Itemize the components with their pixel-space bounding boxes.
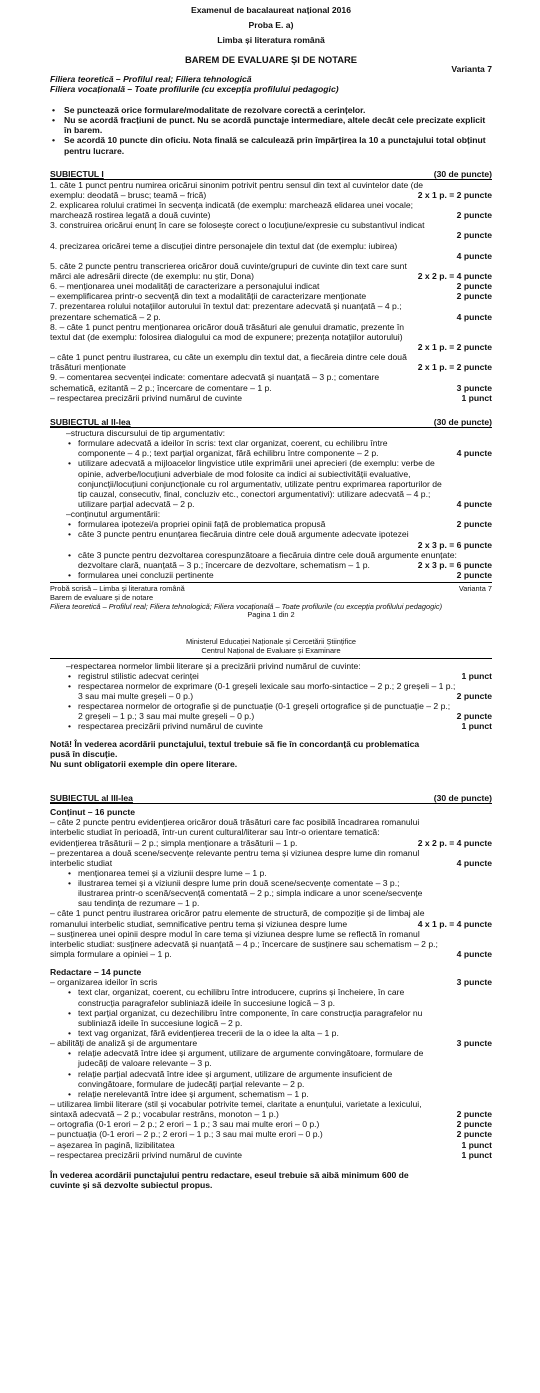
- barem-line-points: 2 puncte: [456, 711, 492, 722]
- barem-line: [50, 352, 492, 362]
- barem-line: [50, 908, 492, 918]
- barem-line-points: 2 x 2 p. = 4 puncte: [417, 271, 492, 282]
- barem-line: [50, 469, 492, 479]
- barem-line-text: • ilustrarea temei și a viziunii despre lume prin două scene/secvențe comentate – 3 p.;: [50, 878, 399, 888]
- exam-title: Examenul de bacalaureat național 2016: [190, 5, 351, 15]
- section-1-points: (30 de puncte): [433, 168, 492, 179]
- barem-line-text: • respectarea precizării privind numărul de cuvinte: [50, 721, 263, 731]
- barem-line-text: 3. construirea oricărui enunț în care se folosește corect o locuțiune/expresie cu substantivul indicat: [50, 220, 425, 231]
- barem-line-text: • formulare adecvată a ideilor în scris: text clar organizat, coerent, cu echilibru între: [50, 438, 388, 448]
- barem-line-text: • respectarea normelor de ortografie și de punctuație (0-1 greșeli ortografice și de punctuație – 2 p.;: [50, 701, 450, 711]
- redactare-heading: Redactare – 14 puncte: [50, 967, 142, 978]
- barem-line-text: componente – 4 p.; text parțial organizat, fără echilibru între componente – 2 p.: [78, 448, 379, 459]
- barem-line-text: simpla formulare a opiniei – 1 p.: [50, 949, 172, 960]
- barem-line-text: conjuncții/locuțiuni conjuncționale cu rol argumentativ, utilizate pentru exprimarea raporturilor de: [78, 478, 442, 489]
- barem-line-points: 4 puncte: [456, 499, 492, 509]
- barem-line: [50, 519, 492, 529]
- page-footer: [50, 585, 492, 620]
- barem-line-text: – utilizarea limbii literare (stil și vocabular potrivite temei, claritate a enunțului, varietate a lexicului,: [50, 1099, 422, 1110]
- barem-line-text: • respectarea normelor de exprimare (0-1 greșeli lexicale sau morfo-sintactice – 2 p.; 2 greșeli – 1 p.;: [50, 681, 455, 691]
- barem-line: [50, 817, 492, 827]
- barem-line-text: 2. explicarea rolului cratimei în secvența indicată (de exemplu: marchează elidarea unei vocale;: [50, 200, 414, 211]
- barem-line: [50, 1140, 492, 1150]
- barem-line-points: 4 x 1 p. = 4 puncte: [417, 918, 492, 929]
- barem-line: [50, 479, 492, 489]
- barem-line-text: prezentare schematică – 2 p.: [50, 311, 161, 322]
- filiera-line-2: Filiera vocațională – Toate profilurile (cu excepția profilului pedagogic): [50, 83, 339, 94]
- barem-line-text: – așezarea în pagină, lizibilitatea: [50, 1139, 175, 1150]
- barem-line: [50, 570, 492, 580]
- section-2-continued: [50, 661, 492, 732]
- barem-line-points: 4 puncte: [456, 949, 492, 960]
- barem-line-text: 2 greșeli – 1 p.; 3 sau mai multe greșeli – 0 p.): [78, 711, 255, 722]
- general-rules: [50, 105, 492, 156]
- footer-left-1: Probă scrisă – Limba și literatura română: [50, 584, 185, 594]
- barem-line-text: – câte 1 punct pentru ilustrarea oricăror patru elemente de structură, de compoziție și de limbaj ale: [50, 908, 425, 919]
- barem-line-text: • câte 3 puncte pentru dezvoltarea corespunzătoare a fiecăruia dintre cele două argumente enunțate:: [50, 550, 457, 560]
- section-3-continut: [50, 817, 492, 959]
- barem-line-text: evidențierea trăsăturii – 2 p.; simpla menționare a trăsăturii – 1 p.: [50, 837, 298, 848]
- ministry-line: Ministerul Educației Naționale și Cercetării Științifice: [185, 637, 357, 647]
- barem-line: [50, 661, 492, 671]
- barem-line-text: – structura discursului de tip argumentativ:: [50, 428, 225, 438]
- barem-line-text: sau tendința de rezumare – 1 p.: [78, 898, 200, 909]
- barem-title: BAREM DE EVALUARE ȘI DE NOTARE: [184, 54, 358, 66]
- barem-line-text: trăsături menționate: [50, 362, 126, 373]
- barem-line-points: 2 puncte: [456, 519, 492, 530]
- section-2-header: [50, 417, 492, 428]
- barem-line-points: 2 x 1 p. = 2 puncte: [417, 189, 492, 200]
- barem-line: [50, 1058, 492, 1068]
- footer-variant: Varianta 7: [458, 584, 492, 594]
- barem-line-points: 2 x 2 p. = 4 puncte: [417, 837, 492, 848]
- final-note-2: cuvinte și să dezvolte subiectul propus.: [50, 1180, 213, 1190]
- barem-line: [50, 448, 492, 458]
- barem-line-points: 2 x 1 p. = 2 puncte: [417, 362, 492, 373]
- section-3-redactare: [50, 977, 492, 1160]
- barem-line-text: – punctuația (0-1 erori – 2 p.; 2 erori – 1 p.; 3 sau mai multe erori – 0 p.): [50, 1129, 323, 1140]
- barem-line-text: interbelic studiat în perioadă, într-un curent cultural/literar sau într-o orientare tematică:: [50, 827, 380, 838]
- barem-line: [50, 550, 492, 560]
- barem-line-text: • menționarea temei și a viziunii despre lume – 1 p.: [50, 868, 267, 878]
- barem-line-text: textul dat (de exemplu: folosirea dialogului ca mod de expunere; prezența notațiilor autorului): [50, 331, 403, 342]
- barem-line: [50, 878, 492, 888]
- barem-line: [50, 230, 492, 240]
- barem-line: [50, 509, 492, 519]
- footer-left-2: Barem de evaluare și de notare: [50, 592, 154, 602]
- barem-line-text: • text parțial organizat, cu dezechilibru între componente, în care construcția paragrafelor nu: [50, 1008, 422, 1018]
- barem-line-points: 2 puncte: [456, 230, 492, 241]
- barem-line-text: marchează rostirea legată a două cuvinte): [50, 210, 211, 221]
- barem-line: [50, 701, 492, 711]
- barem-line: [50, 939, 492, 949]
- barem-line-text: dezvoltare clară, nuanțată – 3 p.; încercare de dezvoltare, schematism – 1 p.: [78, 559, 370, 570]
- barem-line: [50, 428, 492, 438]
- rule-item: • Se acordă 10 puncte din oficiu. Nota finală se calculează prin împărțirea la 10 a punctajului total obținut pentru lucrare.: [50, 135, 492, 155]
- barem-line: [50, 987, 492, 997]
- barem-line-points: 4 puncte: [456, 448, 492, 459]
- rule-item: • Nu se acordă fracțiuni de punct. Nu se acordă punctaje intermediare, altele decât cele precizate explicit în barem.: [50, 115, 492, 135]
- barem-line: [50, 190, 492, 200]
- barem-line: [50, 362, 492, 372]
- barem-line-text: – câte 2 puncte pentru evidențierea oricăror două trăsături care fac posibilă încadrarea romanului: [50, 817, 420, 828]
- barem-line-points: 2 puncte: [456, 569, 492, 580]
- barem-line: [50, 1038, 492, 1048]
- barem-line: [50, 342, 492, 352]
- barem-line: [50, 888, 492, 898]
- section-1-header: [50, 169, 492, 180]
- section-1-body: [50, 180, 492, 403]
- barem-line: [50, 560, 492, 570]
- barem-line-points: 2 x 3 p. = 6 puncte: [417, 539, 492, 550]
- barem-line-points: 2 puncte: [456, 281, 492, 292]
- barem-line-points: 2 puncte: [456, 210, 492, 221]
- barem-line-points: 2 puncte: [456, 291, 492, 302]
- section-2-body: [50, 428, 492, 580]
- barem-line: [50, 322, 492, 332]
- barem-line-text: – câte 1 punct pentru ilustrarea, cu câte un exemplu din textul dat, a fiecăreia dintre cele două: [50, 352, 407, 363]
- barem-line: [50, 200, 492, 210]
- section-3-header: [50, 793, 492, 804]
- section-3-title: SUBIECTUL al III-lea: [50, 792, 133, 803]
- barem-line: [50, 383, 492, 393]
- barem-line: [50, 301, 492, 311]
- barem-line: [50, 919, 492, 929]
- barem-line-text: • relație nerelevantă între idee și argument, schematism – 1 p.: [50, 1089, 309, 1099]
- barem-line-text: 8. – câte 1 punct pentru menționarea oricăror două trăsături ale genului dramatic, prezente în: [50, 321, 404, 332]
- barem-line: [50, 372, 492, 382]
- barem-line-points: 1 punct: [461, 721, 492, 732]
- barem-line: [50, 210, 492, 220]
- barem-line: [50, 271, 492, 281]
- barem-line-text: tip cauzal, consecutiv, final, concluziv etc., conectori argumentativi): utilizare adecvată – 4 p.;: [78, 488, 431, 499]
- barem-line: [50, 458, 492, 468]
- barem-line: [50, 1018, 492, 1028]
- barem-line: [50, 1048, 492, 1058]
- barem-line-text: • relație adecvată între idee și argument, utilizare de argumente convingătoare, formulare de: [50, 1048, 423, 1058]
- center-line: Centrul Național de Evaluare și Examinare: [201, 645, 341, 655]
- barem-line-text: subliniază ideile în succesiune logică – 2 p.: [78, 1017, 243, 1028]
- footer-page: Pagina 1 din 2: [247, 610, 295, 620]
- barem-line-text: – susținerea unei opinii despre modul în care tema și viziunea despre lume se reflectă în romanul: [50, 928, 420, 939]
- barem-line-text: romanului interbelic studiat, semnificative pentru tema și viziunea despre lume: [50, 918, 348, 929]
- barem-line-text: – ortografia (0-1 erori – 2 p.; 2 erori – 1 p.; 3 sau mai multe erori – 0 p.): [50, 1119, 320, 1130]
- barem-line: [50, 998, 492, 1008]
- barem-line-points: 1 punct: [461, 1149, 492, 1160]
- continut-heading: Conținut – 16 puncte: [50, 807, 135, 818]
- barem-line-points: 2 puncte: [456, 1129, 492, 1140]
- barem-line: [50, 848, 492, 858]
- barem-line: [50, 499, 492, 509]
- note-1: Notă! În vederea acordării punctajului, textul trebuie să fie în concordanță cu problematica: [50, 738, 420, 749]
- barem-line-text: • text vag organizat, fără evidențierea trecerii de la o idee la alta – 1 p.: [50, 1028, 339, 1038]
- barem-line-text: opinie, adverbe/locuțiuni adverbiale de mod folosite ca indici ai subiectivității evaluative,: [78, 468, 411, 479]
- barem-line-text: – conținutul argumentării:: [50, 509, 160, 519]
- barem-line: [50, 1129, 492, 1139]
- barem-line-text: – abilități de analiză și de argumentare: [50, 1038, 198, 1049]
- barem-line-text: convingătoare, formulare de judecăți parțial relevante – 2 p.: [78, 1078, 305, 1089]
- section-2-points: (30 de puncte): [433, 416, 492, 427]
- barem-line: [50, 1109, 492, 1119]
- note-2: pusă în discuție.: [50, 748, 118, 759]
- barem-line: [50, 711, 492, 721]
- barem-line-points: 1 punct: [461, 670, 492, 681]
- barem-line: [50, 671, 492, 681]
- barem-line-text: – prezentarea a două scene/secvențe relevante pentru tema și viziunea despre lume din romanul: [50, 847, 420, 858]
- section-1-title: SUBIECTUL I: [50, 168, 104, 179]
- final-note-1: În vederea acordării punctajului pentru redactare, eseul trebuie să aibă minimum 600 de: [50, 1169, 409, 1180]
- section-2-title: SUBIECTUL al II-lea: [50, 416, 131, 427]
- barem-line: [50, 1150, 492, 1160]
- barem-line: [50, 220, 492, 230]
- footer-left-3: Filiera teoretică – Profilul real; Filiera tehnologică; Filiera vocațională – Toate profilurile (cu excepția profilului pedagogic): [50, 601, 443, 611]
- barem-line: [50, 261, 492, 271]
- barem-line: [50, 1099, 492, 1109]
- barem-line-text: 9. – comentarea secvenței indicate: comentare adecvată și nuanțată – 3 p.; comentare: [50, 372, 380, 383]
- barem-line: [50, 691, 492, 701]
- barem-line: [50, 1069, 492, 1079]
- barem-line-text: 6. – menționarea unei modalități de caracterizare a personajului indicat: [50, 281, 320, 292]
- barem-line-points: 2 x 3 p. = 6 puncte: [417, 559, 492, 570]
- barem-line-points: 3 puncte: [456, 1038, 492, 1049]
- barem-line-text: – respectarea normelor limbii literare și a precizării privind numărul de cuvinte:: [50, 661, 361, 671]
- barem-line-points: 3 puncte: [456, 977, 492, 988]
- barem-line: [50, 977, 492, 987]
- barem-line: [50, 898, 492, 908]
- barem-line-text: – respectarea precizării privind numărul de cuvinte: [50, 1149, 243, 1160]
- section-3-points: (30 de puncte): [433, 792, 492, 803]
- barem-line: [50, 1089, 492, 1099]
- barem-line-text: sintaxă adecvată – 2 p.; vocabular restrâns, monoton – 1 p.): [50, 1109, 279, 1120]
- barem-line-text: utilizare parțial adecvată – 2 p.: [78, 499, 195, 509]
- barem-line-text: – respectarea precizării privind numărul de cuvinte: [50, 392, 243, 403]
- barem-line: [50, 291, 492, 301]
- barem-line-text: • text clar, organizat, coerent, cu echilibru între introducere, cuprins și încheiere, în care: [50, 987, 404, 997]
- barem-line-text: construcția paragrafelor subliniază ideile în succesiune logică – 3 p.: [78, 997, 336, 1008]
- barem-line-text: schematică, ezitantă – 2 p.; încercare de comentare – 1 p.: [50, 382, 272, 393]
- barem-line-text: 3 sau mai multe greșeli – 0 p.): [78, 690, 194, 701]
- barem-line: [50, 721, 492, 731]
- barem-line: [50, 489, 492, 499]
- barem-line-text: exemplu: deodată – brusc; teamă – frică): [50, 189, 207, 200]
- variant-label: Varianta 7: [451, 63, 492, 74]
- barem-line: [50, 949, 492, 959]
- barem-line-points: 1 punct: [461, 392, 492, 403]
- barem-line-text: mărci ale adresării directe (de exemplu: nu știr, Dona): [50, 271, 254, 282]
- barem-line: [50, 868, 492, 878]
- barem-line: [50, 281, 492, 291]
- barem-line-text: 1. câte 1 punct pentru numirea oricărui sinonim potrivit pentru sensul din text al cuvintelor date (de: [50, 179, 424, 190]
- barem-line-text: 5. câte 2 puncte pentru transcrierea oricăror două cuvinte/grupuri de cuvinte din text care sunt: [50, 260, 407, 271]
- barem-line: [50, 838, 492, 848]
- barem-line-points: 2 puncte: [456, 690, 492, 701]
- barem-line: [50, 332, 492, 342]
- barem-line-points: 2 x 1 p. = 2 puncte: [417, 342, 492, 353]
- exam-subject: Limba și literatura română: [217, 35, 325, 46]
- barem-line-text: • relație parțial adecvată între idee și argument, utilizare de argumente insuficient de: [50, 1069, 392, 1079]
- barem-line-points: 4 puncte: [456, 857, 492, 868]
- barem-line-text: interbelic studiat: susținere adecvată și nuanțată – 4 p.; încercare de susținere sau schematism – 2 p.;: [50, 938, 438, 949]
- rule-item: • Se punctează orice formulare/modalitate de rezolvare corectă a cerințelor.: [50, 105, 492, 115]
- barem-line: [50, 681, 492, 691]
- barem-line-points: 2 puncte: [456, 1109, 492, 1120]
- barem-line-text: • formularea unei concluzii pertinente: [50, 570, 214, 580]
- barem-line: [50, 827, 492, 837]
- barem-line: [50, 1028, 492, 1038]
- barem-line-text: • utilizare adecvată a mijloacelor lingvistice utile exprimării unei aprecieri (de exemplu: verbe de: [50, 458, 435, 468]
- barem-line-text: ilustrarea printr-o scenă/secvență comentată – 2 p.; simpla indicare a unor scene/secvențe: [78, 888, 423, 899]
- barem-line-points: 4 puncte: [456, 250, 492, 261]
- barem-line-text: interbelic studiat: [50, 857, 113, 868]
- barem-line-text: • formularea ipotezei/a propriei opinii față de problematica propusă: [50, 519, 325, 529]
- barem-line-text: judecăți de valoare relevante – 3 p.: [78, 1058, 212, 1069]
- barem-line: [50, 251, 492, 261]
- barem-line: [50, 1119, 492, 1129]
- exam-proba: Proba E. a): [248, 20, 294, 31]
- note-3: Nu sunt obligatorii exemple din opere literare.: [50, 758, 238, 769]
- barem-line-text: – organizarea ideilor în scris: [50, 977, 158, 988]
- barem-line-points: 4 puncte: [456, 311, 492, 322]
- barem-line-points: 1 punct: [461, 1139, 492, 1150]
- barem-line: [50, 1008, 492, 1018]
- filiera-line-1: Filiera teoretică – Profilul real; Filiera tehnologică: [50, 73, 252, 84]
- barem-line: [50, 929, 492, 939]
- barem-line: [50, 540, 492, 550]
- barem-line: [50, 393, 492, 403]
- barem-line: [50, 312, 492, 322]
- barem-line-text: 7. prezentarea rolului notațiilor autorului în textul dat: prezentare adecvată și nuanțată – 4 p.;: [50, 301, 402, 312]
- barem-line: [50, 529, 492, 539]
- barem-line-text: 4. precizarea oricărei teme a discuției dintre personajele din textul dat (de exemplu: iubirea): [50, 240, 398, 251]
- barem-line: [50, 1079, 492, 1089]
- barem-line: [50, 241, 492, 251]
- barem-line: [50, 858, 492, 868]
- barem-line-text: • registrul stilistic adecvat cerinței: [50, 671, 199, 681]
- barem-line: [50, 438, 492, 448]
- barem-line-points: 2 puncte: [456, 1119, 492, 1130]
- barem-line: [50, 180, 492, 190]
- barem-line-text: – exemplificarea printr-o secvență din text a modalității de caracterizare menționate: [50, 291, 367, 302]
- barem-line-points: 3 puncte: [456, 382, 492, 393]
- barem-line-text: • câte 3 puncte pentru enunțarea fiecăruia dintre cele două argumente adecvate ipotezei: [50, 529, 409, 539]
